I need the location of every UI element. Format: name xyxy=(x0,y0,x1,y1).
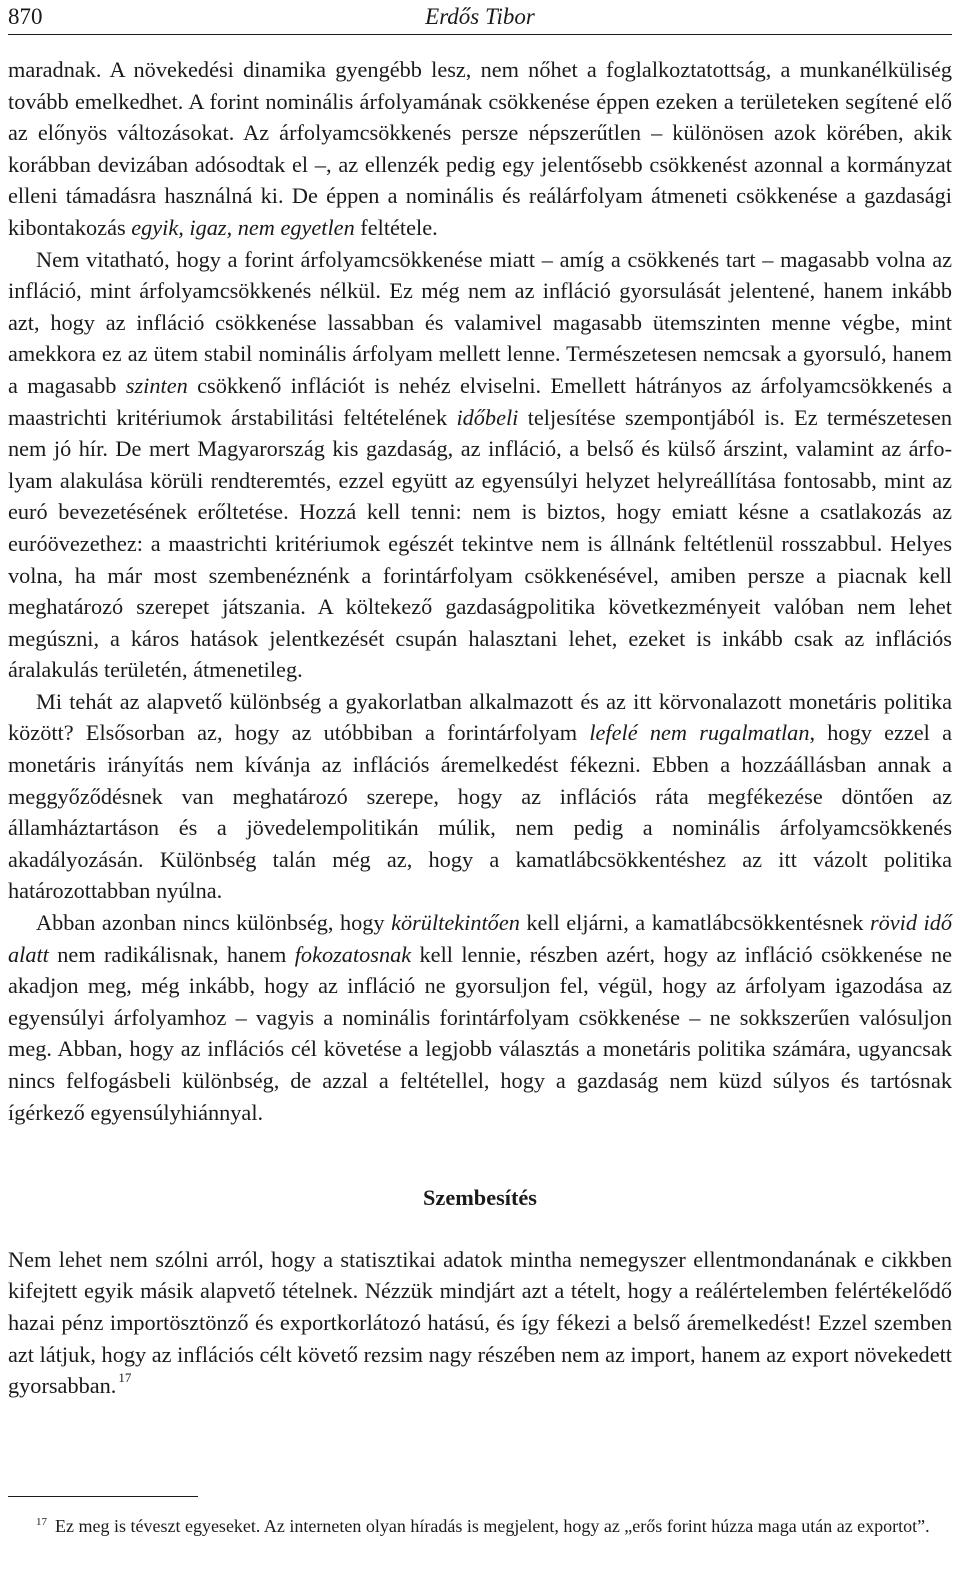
paragraph-2: Nem vitatható, hogy a forint árfolyamcsökkenése miatt – amíg a csökkenés tart – magasabb volna az infláció, mint árfolyamcsökkenés nélkül. Ez még nem az infláció gyorsulását jelentené, hanem inkább azt, hogy az infláció csökkenése lassabban és valamivel magasabb ütemszinten menne végbe, mint amekkora ez az ütem stabil nominális árfolyam mellett lenne. Természetesen nemcsak a gyorsuló, hanem a magasabb szinten csökkenő inflációt is nehéz elviselni. Emellett hátrányos az árfolyamcsökkenés a maastrichti kritériumok árstаbilitási feltételének időbeli teljesítése szempontjából is. Ez természetesen nem jó hír. De mert Magyarország kis gazdaság, az infláció, a belső és külső árszint, valamint az árfolyam alakulása körüli rendteremtés, ezzel együtt az egyensúlyi helyzet helyreállítása fontosabb, mint az euró bevezetésének erőltetése. Hozzá kell tenni: nem is biztos, hogy emiatt késne a csatlakozás az euróövezethez: a maastrichti kritériumok egészét tekintve nem is állnánk feltétlenül rosszabbul. Helyes volna, ha már most szembenéznénk a forintárfolyam csökkenésével, amiben persze a piacnak kell meghatározó szerepet játszania. A költekező gazdaságpolitika következményeit valóban nem lehet megúszni, a káros hatások jelentkezését csupán halasztani lehet, ezeket is inkább csak az inflációs áralakulás területén, átmenetileg. xyxy=(8,246,953,683)
running-head: Erdős Tibor xyxy=(425,4,535,29)
emphasis: fokozatosnak xyxy=(294,941,412,967)
footnote-rule xyxy=(8,1496,198,1497)
emphasis: egyik, igaz, nem egyetlen xyxy=(131,214,355,240)
emphasis: szinten xyxy=(125,372,188,398)
paragraph-4: Abban azonban nincs különbség, hogy körültekintően kell eljárni, a kamatlábcsökkentésnek rövid idő alatt nem radikálisnak, hanem fokozatosnak kell lennie, részben azért, hogy az infláció csökkenése ne akadjon meg, még inkább, hogy az infláció ne gyorsuljon fel, végül, hogy az árfolyam igazodása az egyensúlyi árfolyamhoz – vagyis a nominális forintárfolyam csökkenése – ne sokkszerűen valósuljon meg. Abban, hogy az inflációs cél követése a legjobb választás a monetáris politika számára, ugyancsak nincs felfogásbeli különbség, de azzal a feltétellel, hogy a gazdaság nem küzd súlyos és tartósnak ígérkező egyensúlyhiánnyal. xyxy=(8,910,952,1125)
footnote-text: Ez meg is téveszt egyeseket. Az interneten olyan híradás is megjelent, hogy az „erős forint húzza maga után az exportot”. xyxy=(55,1516,930,1536)
page-header xyxy=(8,2,952,32)
emphasis: körültekintően xyxy=(391,910,520,936)
section-title: Szembesítés xyxy=(423,1185,537,1211)
paragraph-5: Nem lehet nem szólni arról, hogy a statisztikai adatok mintha nemegyszer ellentmondanának e cikkben kifejtett egyik másik alapvető tételnek. Nézzük mindjárt azt a tételt, hogy a reálértelemben felértékelődő hazai pénz importösztönző és exportkorlátozó hatású, és így fékezi a belső áremelkedést! Ezzel szemben azt látjuk, hogy az inflációs célt követő rezsim nagy részében nem az import, hanem az export növekedett gyorsabban. $^{17}$ xyxy=(8,1246,952,1399)
page-number: 870 xyxy=(8,4,43,29)
footnote-number: 17 xyxy=(36,1516,47,1528)
footnote-reference[interactable]: 17 xyxy=(118,1370,132,1386)
emphasis: lefelé nem rugalmatlan xyxy=(589,720,810,746)
paragraph-1: maradnak. A növekedési dinamika gyengébb lesz, nem nőhet a foglalkoztatottság, a munkanélküliség tovább emelkedhet. A forint nominális árfolyamának csökkenése éppen ezeken a területeken segítené elő az előnyös változásokat. Az árfolyamcsökkenés persze népszerűtlen – különösen azok körében, akik korábban devizában adósodtak el –, az ellenzék pedig egy jelentősebb csökkenést azonnal a kormányzat elleni támadásra használná ki. De éppen a nominális és reálárfolyam átmeneti csökkenése a gazdasági kibontakozás egyik, igaz, nem egyetlen feltétele. xyxy=(8,57,952,240)
footnote-17 xyxy=(8,1514,952,1541)
article-body xyxy=(8,54,952,1405)
emphasis: rövid idő alatt xyxy=(8,910,952,967)
paragraph-3: Mi tehát az alapvető különbség a gyakorlatban alkalmazott és az itt körvonalazott monetáris politika között? Elsősorban az, hogy az utóbbiban a forintárfolyam lefelé nem rugalmatlan, hogy ezzel a monetáris irányítás nem kívánja az inflációs áremelkedést fékezni. Ebben a hozzáállásban annak a meggyőződésnek van meghatározó szerepe, hogy az inflációs ráta megfékezése döntően az államháztartáson és a jövedelempolitikán múlik, nem pedig a nominális árfolyamcsökkenés akadályozásán. Különbség talán még az, hogy a kamatlábcsökkentéshez az itt vázolt politika határozottabban nyúlna. xyxy=(8,688,952,904)
emphasis: időbeli xyxy=(456,404,519,430)
footnote xyxy=(8,1514,952,1541)
header-rule xyxy=(8,34,952,35)
